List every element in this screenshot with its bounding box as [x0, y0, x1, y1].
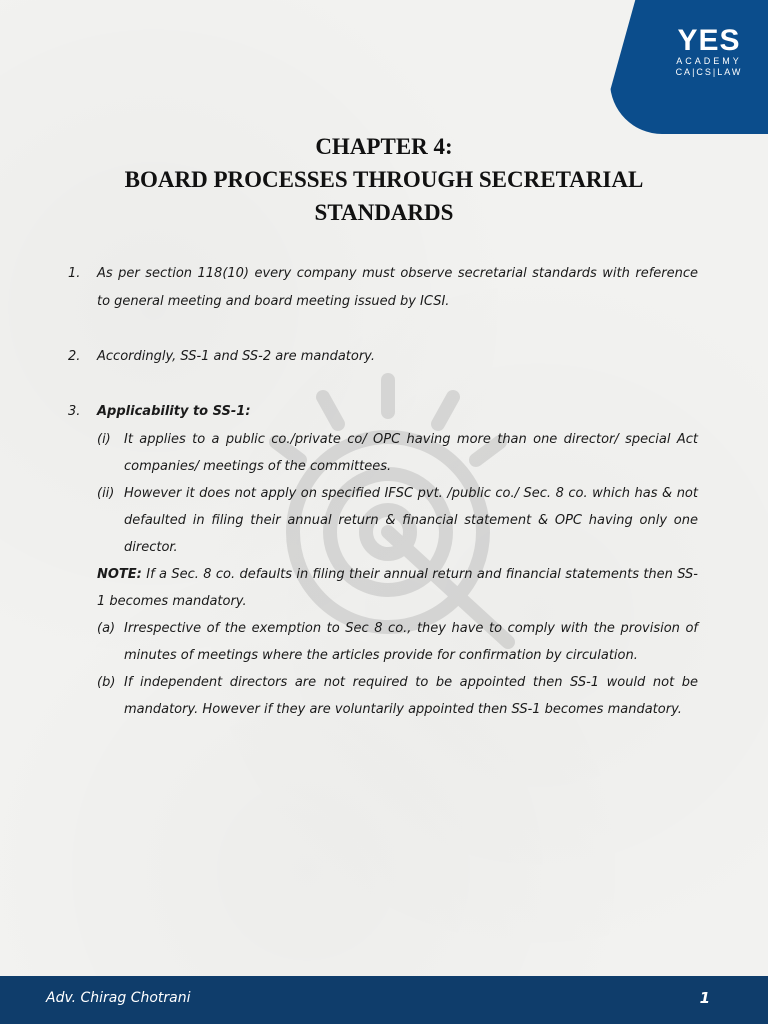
sub-item-number: (i) — [97, 432, 111, 447]
note-paragraph — [68, 561, 698, 615]
note-text: If a Sec. 8 co. defaults in filing their annual return and financial statements then SS-1 becomes mandatory. — [97, 567, 698, 609]
note-item-text: Irrespective of the exemption to Sec 8 co., they have to comply with the provision of minutes of meetings where the articles provide for confirmation by circulation. — [124, 621, 698, 663]
logo-tagline: CA|CS|LAW — [675, 67, 743, 77]
sub-item-text: However it does not apply on specified IFSC pvt. /public co./ Sec. 8 co. which has & not defaulted in filing their annual return & financial statement & OPC having only one director. — [124, 486, 698, 555]
chapter-title — [60, 130, 708, 229]
note-item-text: If independent directors are not required to be appointed then SS-1 would not be mandatory. However if they are voluntarily appointed then SS-1 becomes mandatory. — [124, 675, 698, 717]
section-heading: Applicability to SS-1: — [97, 404, 251, 419]
page-footer — [0, 976, 768, 1024]
sub-list-item — [68, 480, 698, 561]
logo-main-text: YES — [677, 24, 741, 57]
item-number: 2. — [68, 349, 81, 364]
item-number: 3. — [68, 404, 81, 419]
sub-item-number: (ii) — [97, 486, 115, 501]
footer-author: Adv. Chirag Chotrani — [46, 990, 191, 1006]
item-number: 1. — [68, 266, 81, 281]
sub-list-item — [68, 426, 698, 480]
document-body — [68, 260, 698, 723]
note-list-item — [68, 615, 698, 669]
yes-academy-logo — [664, 26, 754, 78]
page-number: 1 — [699, 989, 710, 1007]
item-text: As per section 118(10) every company must observe secretarial standards with reference to general meeting and board meeting issued by ICSI. — [97, 266, 698, 309]
list-item — [68, 343, 698, 371]
note-item-letter: (b) — [97, 675, 116, 690]
chapter-title-line: BOARD PROCESSES THROUGH SECRETARIAL — [124, 167, 644, 192]
note-item-letter: (a) — [97, 621, 116, 636]
sub-item-text: It applies to a public co./private co/ OPC having more than one director/ special Act companies/ meetings of the committees. — [124, 432, 698, 474]
list-item — [68, 260, 698, 316]
list-item — [68, 398, 698, 426]
logo-sub-text: ACADEMY — [676, 56, 742, 66]
note-list-item — [68, 669, 698, 723]
chapter-title-line: STANDARDS — [314, 200, 454, 225]
chapter-number: CHAPTER 4: — [315, 134, 453, 159]
item-text: Accordingly, SS-1 and SS-2 are mandatory. — [97, 349, 376, 364]
note-label: NOTE: — [97, 567, 142, 582]
